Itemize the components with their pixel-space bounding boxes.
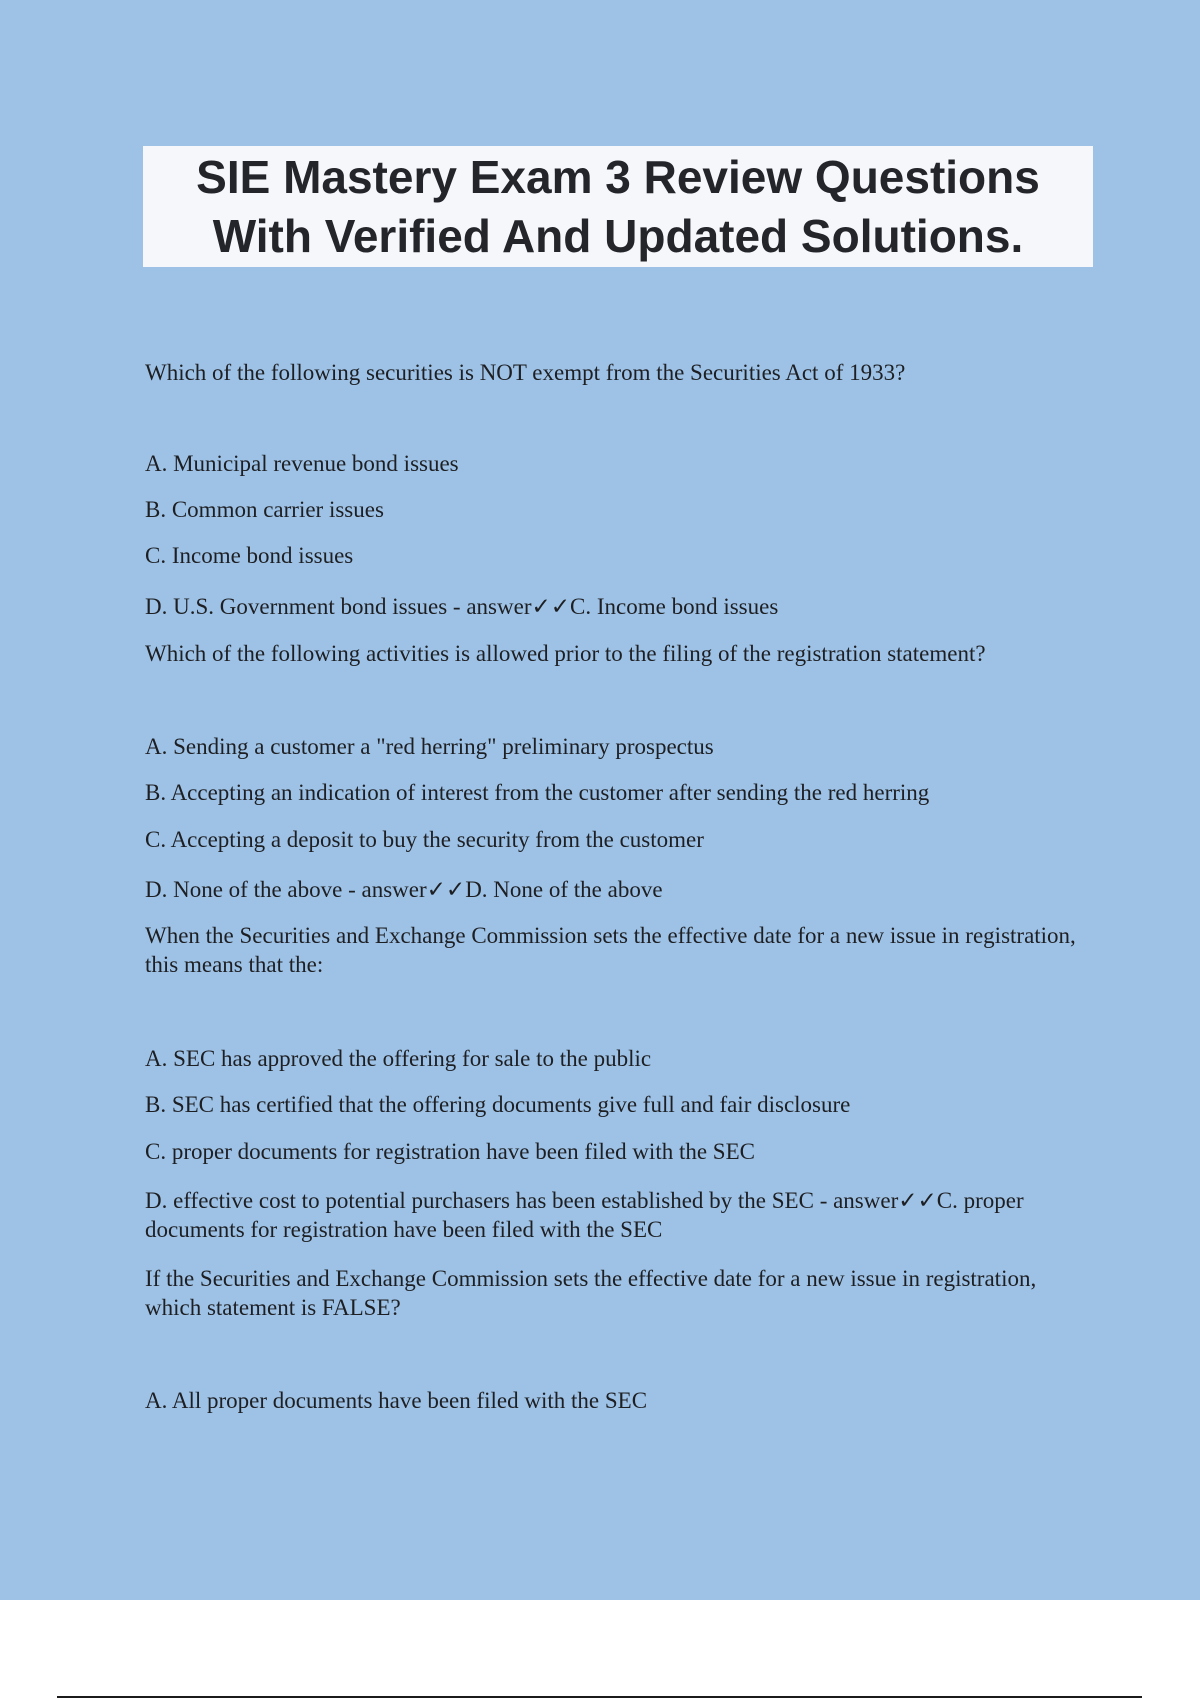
document-title-line-2: With Verified And Updated Solutions. <box>212 209 1024 262</box>
title-box <box>143 146 1093 267</box>
question-1-option-d-answer: D. U.S. Government bond issues - answer✓✓C. Income bond issues <box>145 594 779 619</box>
bottom-divider <box>57 1696 1142 1698</box>
question-2-option-b: B. Accepting an indication of interest from the customer after sending the red herring <box>145 780 930 805</box>
question-2-option-d-answer: D. None of the above - answer✓✓D. None of the above <box>145 877 663 902</box>
question-1-text: Which of the following securities is NOT exempt from the Securities Act of 1933? <box>145 360 906 385</box>
question-3-option-c: C. proper documents for registration have been filed with the SEC <box>145 1139 755 1164</box>
document-title <box>196 148 1040 266</box>
question-4-text: If the Securities and Exchange Commission sets the effective date for a new issue in registration, which statement is FALSE? <box>145 1266 1037 1320</box>
question-2-text: Which of the following activities is allowed prior to the filing of the registration statement? <box>145 641 986 666</box>
question-1-option-a: A. Municipal revenue bond issues <box>145 451 459 476</box>
question-1-option-b: B. Common carrier issues <box>145 497 384 522</box>
question-3-text: When the Securities and Exchange Commission sets the effective date for a new issue in registration, this means that the: <box>145 923 1076 977</box>
question-2-option-c: C. Accepting a deposit to buy the security from the customer <box>145 827 704 852</box>
question-4-option-a: A. All proper documents have been filed with the SEC <box>145 1388 648 1413</box>
question-3-option-a: A. SEC has approved the offering for sale to the public <box>145 1046 652 1071</box>
question-2-option-a: A. Sending a customer a "red herring" preliminary prospectus <box>145 734 714 759</box>
question-3-option-b: B. SEC has certified that the offering documents give full and fair disclosure <box>145 1092 851 1117</box>
question-3-option-d-answer: D. effective cost to potential purchasers has been established by the SEC - answer✓✓C. proper documents for registration have been filed with the SEC <box>145 1188 1024 1242</box>
document-title-line-1: SIE Mastery Exam 3 Review Questions <box>196 150 1040 203</box>
question-1-option-c: C. Income bond issues <box>145 543 354 568</box>
